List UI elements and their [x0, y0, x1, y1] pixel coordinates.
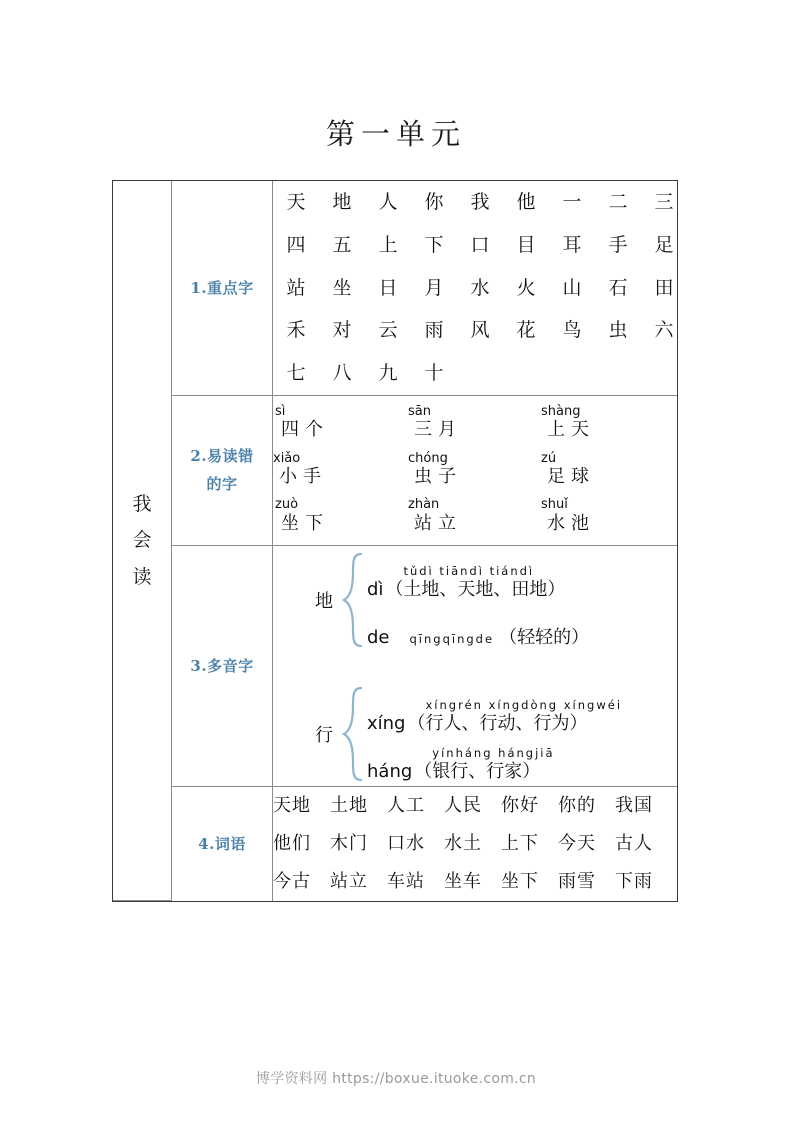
- spine-char-3: 读: [132, 565, 152, 588]
- key-char: 你: [424, 191, 444, 213]
- mispronounced-item: [539, 452, 672, 489]
- example-words: （土地、天地、田地）: [385, 578, 566, 600]
- key-char-row-3: [273, 267, 677, 310]
- example-words: （行人、行动、行为）: [407, 712, 588, 734]
- polyphone-reading: [367, 600, 677, 648]
- section-content-vocabulary: [273, 787, 678, 901]
- key-char-row-4: [273, 309, 677, 352]
- mispronounced-item: [406, 405, 539, 442]
- key-char-row-2: [273, 224, 677, 267]
- section-label-mispronounced: [172, 395, 273, 545]
- word-text: 虫子: [414, 465, 462, 487]
- key-char: 火: [516, 276, 536, 299]
- section-label-polyphones: 3.多音字: [172, 546, 273, 787]
- vocabulary-word: 水土: [444, 832, 482, 854]
- curly-brace-icon: [341, 686, 367, 782]
- example-pinyin-annotation: xíngrén xíngdòng xíngwéi: [425, 697, 623, 712]
- vocabulary-row-1: [273, 787, 677, 825]
- table-row-key-chars: [113, 181, 677, 395]
- mispronounced-item: [273, 498, 406, 535]
- example-words: （轻轻的）: [499, 626, 590, 648]
- word-text: 四个: [281, 419, 329, 441]
- key-char: 下: [424, 233, 444, 256]
- word-text: 足球: [547, 465, 595, 487]
- pinyin-annotation: shàng: [541, 403, 581, 419]
- vocabulary-row-2: [273, 825, 677, 863]
- key-char: 石: [608, 276, 628, 299]
- mispronounced-item: [406, 498, 539, 535]
- mispronounced-item: [539, 498, 672, 535]
- mispronounced-item: [406, 452, 539, 489]
- polyphone-entry-di: [307, 552, 677, 648]
- example-pinyin-annotation: yínháng hángjiā: [432, 745, 555, 760]
- reading-examples: [385, 560, 677, 601]
- polyphone-head-char: 行: [315, 725, 333, 747]
- reading-examples: [408, 694, 678, 735]
- key-char: 水: [470, 276, 490, 299]
- polyphone-reading: [367, 552, 677, 600]
- key-char: 三: [654, 191, 674, 213]
- vocabulary-word: 口水: [387, 832, 425, 854]
- vocabulary-word: 雨雪: [558, 870, 596, 892]
- spine-char-1: 我: [132, 493, 152, 516]
- key-char: 月: [424, 276, 444, 299]
- word-text: 水池: [547, 512, 595, 534]
- page-title: 第一单元: [325, 117, 466, 151]
- study-sheet-table: [112, 180, 678, 902]
- reading-pinyin: háng: [367, 761, 413, 783]
- key-char: 我: [470, 191, 490, 213]
- vocabulary-word: 你的: [558, 795, 596, 817]
- word-text: 小手: [279, 465, 327, 487]
- vocabulary-word: 天地: [273, 795, 311, 817]
- key-char: 人: [378, 191, 398, 213]
- table-row-vocabulary: [113, 787, 677, 901]
- key-char: 雨: [424, 319, 444, 342]
- polyphone-head-char: 地: [315, 591, 333, 613]
- vocabulary-word: 古人: [615, 832, 653, 854]
- section-label-line-1: 2.易读错: [190, 446, 254, 465]
- polyphone-entry-xing: [307, 686, 677, 782]
- vocabulary-word: 下雨: [615, 870, 653, 892]
- key-char: 对: [332, 319, 352, 342]
- mispronounced-item: [273, 405, 406, 442]
- section-label-key-chars: 1.重点字: [172, 181, 273, 395]
- example-words: （银行、行家）: [414, 760, 541, 782]
- table-row-mispronounced: [113, 395, 677, 545]
- pinyin-annotation: xiǎo: [273, 450, 301, 466]
- vocabulary-word: 站立: [330, 870, 368, 892]
- vocabulary-word: 坐车: [444, 870, 482, 892]
- key-char: 鸟: [562, 319, 582, 342]
- section-label-vocabulary: 4.词语: [172, 787, 273, 901]
- polyphone-reading: [367, 734, 677, 782]
- polyphone-reading: [367, 686, 677, 734]
- key-char: 风: [470, 319, 490, 342]
- key-char: 虫: [608, 319, 628, 342]
- section-content-key-chars: [273, 181, 678, 395]
- key-char: 坐: [332, 276, 352, 299]
- pinyin-annotation: zuò: [275, 497, 299, 513]
- mispronounced-row-1: [273, 405, 677, 442]
- mispronounced-item: [539, 405, 672, 442]
- spine-char-2: 会: [132, 529, 152, 552]
- key-char: 禾: [286, 319, 306, 342]
- vocabulary-word: 上下: [501, 832, 539, 854]
- pinyin-annotation: chóng: [408, 450, 448, 466]
- vocabulary-word: 今古: [273, 870, 311, 892]
- mispronounced-row-3: [273, 498, 677, 535]
- spine-label-wo-hui-du: [113, 181, 172, 901]
- reading-examples: [414, 742, 677, 783]
- key-char: 花: [516, 319, 536, 342]
- pinyin-annotation: shuǐ: [541, 497, 568, 513]
- key-char: 山: [562, 276, 582, 299]
- key-char: 田: [654, 276, 674, 299]
- vocabulary-word: 木门: [330, 832, 368, 854]
- key-char-row-1: [273, 181, 677, 224]
- key-char: 九: [378, 362, 398, 384]
- key-char: 上: [378, 233, 398, 256]
- key-char: 日: [378, 276, 398, 299]
- pinyin-annotation: sì: [275, 403, 286, 419]
- section-content-polyphones: [273, 546, 678, 787]
- key-char: 五: [332, 233, 352, 256]
- section-label-line-2: 的字: [206, 475, 238, 494]
- key-char: 站: [286, 276, 306, 299]
- pinyin-annotation: sān: [408, 403, 431, 419]
- vocabulary-word: 今天: [558, 832, 596, 854]
- polyphone-readings: [367, 552, 677, 648]
- key-char: 足: [654, 233, 674, 256]
- key-char: 七: [286, 362, 306, 384]
- key-char: 目: [516, 233, 536, 256]
- key-char: 四: [286, 233, 306, 256]
- example-pinyin-annotation: qīngqīngde: [409, 631, 495, 646]
- polyphone-readings: [367, 686, 677, 782]
- footer-watermark: 博学资料网 https://boxue.ituoke.com.cn: [255, 1071, 537, 1087]
- key-char: 十: [424, 362, 444, 384]
- mispronounced-row-2: [273, 452, 677, 489]
- reading-pinyin: de: [367, 627, 390, 649]
- key-char: 一: [562, 191, 582, 213]
- key-char: 口: [470, 233, 490, 256]
- curly-brace-icon: [341, 552, 367, 648]
- reading-examples: [392, 627, 590, 649]
- reading-pinyin: dì: [367, 579, 384, 601]
- vocabulary-word: 我国: [615, 795, 653, 817]
- section-content-mispronounced: [273, 395, 678, 545]
- key-char: 二: [608, 191, 628, 213]
- vocabulary-word: 车站: [387, 870, 425, 892]
- word-text: 三月: [414, 419, 462, 441]
- vocabulary-word: 人民: [444, 795, 482, 817]
- key-char: 他: [516, 191, 536, 213]
- vocabulary-word: 土地: [330, 795, 368, 817]
- pinyin-annotation: zhàn: [408, 497, 440, 513]
- mispronounced-item: [273, 452, 406, 489]
- table-row-polyphones: [113, 546, 677, 787]
- word-text: 坐下: [281, 512, 329, 534]
- key-char: 耳: [562, 233, 582, 256]
- example-pinyin-annotation: tǔdì tiāndì tiándì: [403, 563, 535, 578]
- key-char: 六: [654, 319, 674, 342]
- pinyin-annotation: zú: [541, 450, 557, 466]
- word-text: 站立: [414, 512, 462, 534]
- key-char: 天: [286, 191, 306, 213]
- word-text: 上天: [547, 419, 595, 441]
- key-char: 手: [608, 233, 628, 256]
- vocabulary-word: 你好: [501, 795, 539, 817]
- vocabulary-row-3: [273, 863, 677, 901]
- reading-pinyin: xíng: [367, 713, 406, 735]
- key-char: 地: [332, 191, 352, 213]
- vocabulary-word: 坐下: [501, 870, 539, 892]
- vocabulary-word: 人工: [387, 795, 425, 817]
- vocabulary-word: 他们: [273, 832, 311, 854]
- key-char: 云: [378, 319, 398, 342]
- key-char: 八: [332, 362, 352, 384]
- key-char-row-5: [273, 352, 677, 395]
